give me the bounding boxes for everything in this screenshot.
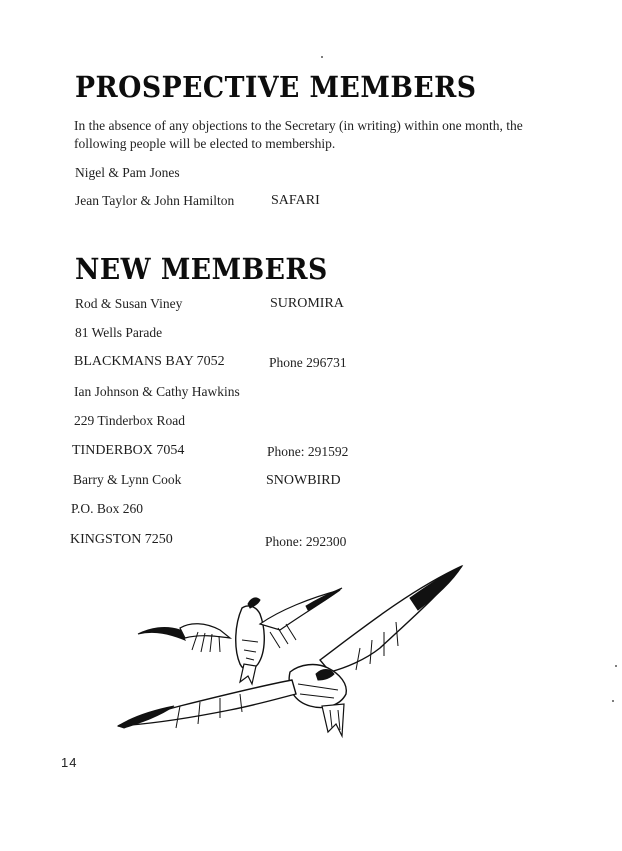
prospective-member-boat: SAFARI [271,193,320,208]
new-member-address: 229 Tinderbox Road [74,413,186,428]
new-member-phone: Phone: 291592 [267,444,349,459]
scan-speck [612,700,614,702]
prospective-intro-line-2: following people will be elected to membership. [74,136,336,151]
scan-speck [321,56,323,58]
new-member-address: P.O. Box 260 [71,501,144,516]
prospective-members-heading: PROSPECTIVE MEMBERS [75,70,477,104]
new-member-phone: Phone: 292300 [265,534,347,549]
prospective-intro-line-1: In the absence of any objections to the Secretary (in writing) within one month, the [74,118,523,133]
new-member-names: Barry & Lynn Cook [73,472,182,487]
new-member-town: BLACKMANS BAY 7052 [74,354,225,369]
new-member-town: KINGSTON 7250 [70,532,173,547]
new-member-town: TINDERBOX 7054 [72,443,185,458]
prospective-member-names: Jean Taylor & John Hamilton [75,193,235,208]
seabirds-illustration [110,560,470,750]
new-member-phone: Phone 296731 [269,355,347,370]
new-member-boat: SUROMIRA [270,296,344,311]
new-member-boat: SNOWBIRD [266,473,341,488]
new-members-heading: NEW MEMBERS [75,252,328,286]
new-member-names: Rod & Susan Viney [75,296,183,311]
new-member-names: Ian Johnson & Cathy Hawkins [74,384,240,399]
new-member-address: 81 Wells Parade [75,325,163,340]
prospective-member-names: Nigel & Pam Jones [75,165,180,180]
page-number: 14 [61,755,78,770]
scan-speck [615,665,617,667]
